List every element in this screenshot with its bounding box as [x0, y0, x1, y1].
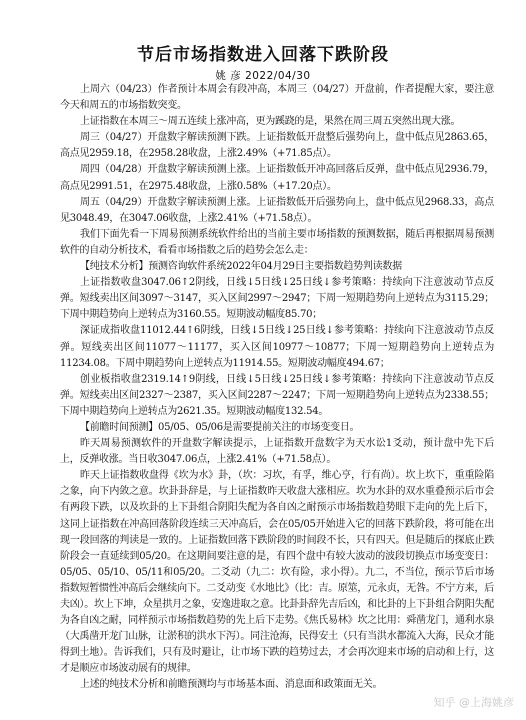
article-paragraph: 【纯技术分析】预测咨询软件系统2022年04月29日主要指数趋势判读数据: [80, 261, 402, 273]
article-paragraph: 上证指数收盘3047.06↑2阴线，日线↓5日线↓25日线↓参考策略：持续向下注意波动节点反弹。短线卖出区间3097～3147，买入区间2997～2947；下周一短期趋势向上逆转点为3115.29；下周中期趋势向上逆转点为3160.55。短期波动幅度85.70；: [60, 277, 494, 321]
article-paragraph: 【前瞻时间预测】05/05、05/06是需要提前关注的市场变变日。: [80, 421, 360, 433]
article-paragraph: 上述的纯技术分析和前瞻预测均与市场基本面、消息面和政策面无关。: [80, 679, 383, 691]
source-watermark: 知乎 @上海姚彦: [433, 696, 514, 709]
article-byline: 姚 彦 2022/04/30: [215, 70, 311, 82]
article-paragraph: 上周六（04/23）作者预计本周会有段冲高，本周三（04/27）开盘前，作者提醒大家，要注意今天和周五的市场指数突变。: [60, 84, 494, 112]
article-paragraph: 昨天周易预测软件的开盘数字解读提示，上证指数开盘数字为天水讼1爻动，预计盘中先下后上，反弹收涨。当日收3047.06点，上涨2.41%（+71.58点）。: [60, 438, 494, 466]
article-title: 节后市场指数进入回落下跌阶段: [137, 45, 389, 65]
article-paragraph: 我们下面先看一下周易预测系统软件给出的当前主要市场指数的预测数据，随后再根据周易预测软件的自动分析技术，看看市场指数之后的趋势会怎么走：: [60, 228, 494, 256]
article-body: [60, 82, 494, 694]
article-paragraph: 深证成指收盘11012.44↑6阴线，日线↓5日线↓25日线↓参考策略：持续向下注意波动节点反弹。短线卖出区间11077～11177，买入区间10977～10877；下周一短期趋势向上逆转点为11234.08。下周中期趋势向上逆转点为11914.55。短期波动幅度494.67；: [60, 325, 494, 369]
article-paragraph: 周五（04/29）开盘数字解读预测上涨。上证指数低开后强势向上，盘中低点见2968.33，高点见3048.49，在3047.06收盘，上涨2.41%（+71.58点）。: [60, 196, 494, 224]
article-paragraph: 昨天上证指数收盘得《坎为水》卦，（坎：习坎，有孚，维心亨，行有尚）。坎上坎下，重重险陷之象，向下内敛之意。坎卦卦辞是，与上证指数昨天收盘大涨相应。坎为水卦的双水重叠预示后市会有两段下跌，以及坎卦的上下卦组合阴阳失配为各自凶之耐预示市场指数趋势眼下走向的先上后下，这同上证指数在冲高回落阶段连续三天冲高后，会在05/05开始进入它的回落下跌阶段，将可能在出现一段回落的判读是一致的。上证指数回落下跌阶段的时间段不长，只有四天。但是随后的探底止跌阶段会一直延续到05/20。在这期间要注意的是，有四个盘中有较大波动的波段切换点市场变变日：05/05、05/10、05/11和05/20。二爻动（九二：坎有险，求小得）。九二，不当位，预示节后市场指数短暂惯性冲高后会继续向下。二爻动变《水地比》（比：吉。原筮，元永贞，无咎。不宁方来，后夫凶）。坎上下坤，众星拱月之象，安逸进取之意。比卦卦辞先吉后凶，和比卦的上下卦组合阴阳失配为各自凶之耐，同样预示市场指数趋势的先上后下走势。《焦氏易林》坎之比用：舜凿龙门，通利水泉（大禹凿开龙门山脉，让淤积的洪水下泻）。同注沧海，民得安土（只有当洪水都流入大海，民众才能得到土地）。告诉我们，只有及时避让，让市场下跌的趋势过去，才会再次迎来市场的启动和上行，这才是顺应市场波动展有的规律。: [60, 470, 494, 675]
article-paragraph: 周三（04/27）开盘数字解读预测下跌。上证指数低开盘整后强势向上，盘中低点见2863.65，高点见2959.18，在2958.28收盘，上涨2.49%（+71.85点）。: [60, 132, 494, 160]
article-paragraph: 周四（04/28）开盘数字解读预测上涨。上证指数低开冲高回落后反弹，盘中低点见2936.79，高点见2991.51，在2975.48收盘，上涨0.58%（+17.20点）。: [60, 164, 494, 192]
article-paragraph: 上证指数在本周三～周五连续上涨冲高，更为蹊跷的是，果然在周三周五突然出现大涨。: [80, 116, 461, 128]
article-paragraph: 创业板指收盘2319.14↑9阴线，日线↓5日线↓25日线↓参考策略：持续向下注意波动节点反弹。短线卖出区间2327～2387，买入区间2287～2247；下周一短期趋势向上逆转点为2338.55；下周中期趋势向上逆转点为2621.35。短期波动幅度132.54。: [60, 373, 494, 417]
